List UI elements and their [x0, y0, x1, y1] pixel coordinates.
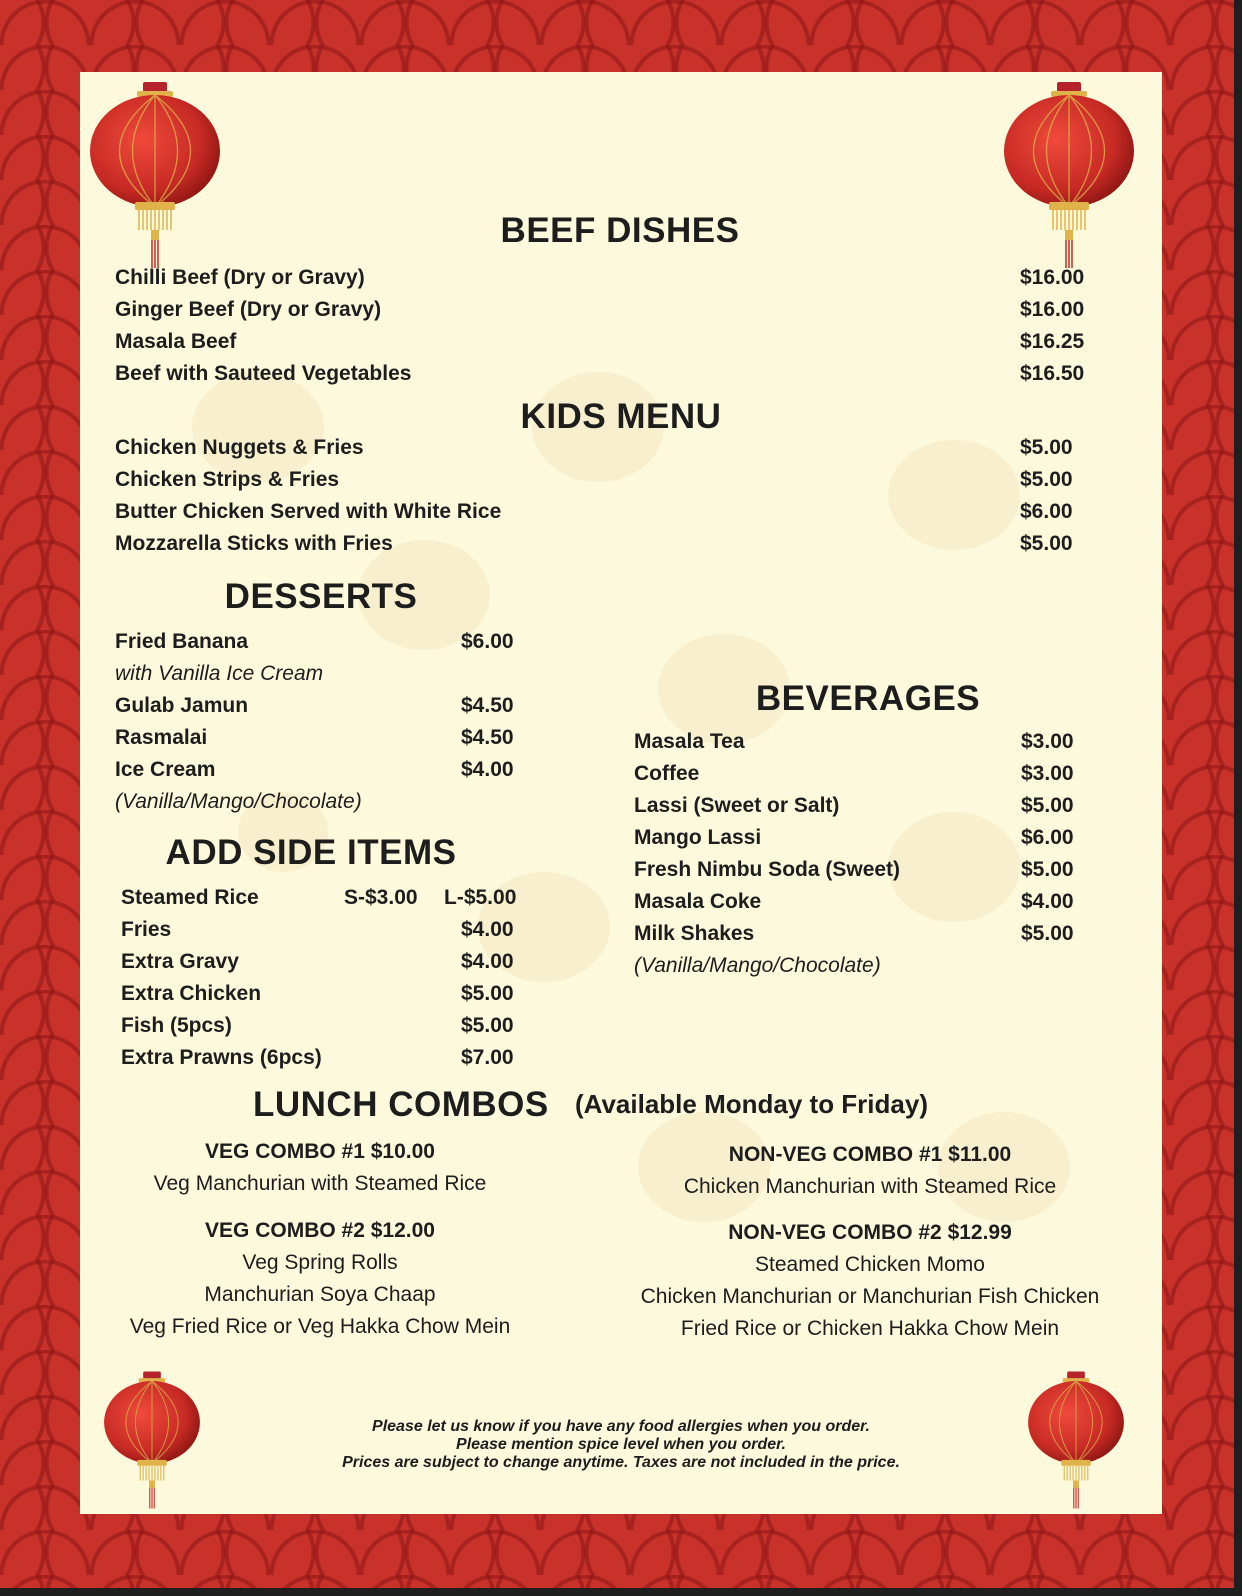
menu-item-price: $4.00 [461, 918, 514, 941]
combo-title: NON-VEG COMBO #2 $12.99 [728, 1221, 1012, 1244]
menu-item-price: $5.00 [1020, 436, 1073, 459]
section-title-lunch: LUNCH COMBOS [253, 1085, 549, 1124]
menu-item-name: Ice Cream [115, 758, 216, 781]
menu-item-price-small: S-$3.00 [344, 886, 418, 909]
menu-item-name: Lassi (Sweet or Salt) [634, 794, 840, 817]
ghost-lantern-decoration [638, 1112, 770, 1222]
combo-title: VEG COMBO #2 $12.00 [205, 1219, 435, 1242]
menu-item-price: $7.00 [461, 1046, 514, 1069]
menu-item-name: Masala Coke [634, 890, 762, 913]
section-title-beef: BEEF DISHES [500, 211, 740, 250]
menu-item-price: $4.50 [461, 726, 514, 749]
lantern-icon [1026, 1370, 1126, 1510]
combo-line: Chicken Manchurian with Steamed Rice [683, 1175, 1057, 1198]
menu-item-price: L-$5.00 [444, 886, 517, 909]
menu-item-name: Gulab Jamun [115, 694, 249, 717]
menu-item-price: $6.00 [1021, 826, 1074, 849]
menu-item-name: Steamed Rice [121, 886, 259, 909]
menu-item-price: $4.00 [1021, 890, 1074, 913]
menu-item-name: Fresh Nimbu Soda (Sweet) [634, 858, 901, 881]
combo-title: NON-VEG COMBO #1 $11.00 [728, 1143, 1012, 1166]
ghost-lantern-decoration [888, 812, 1020, 922]
menu-item-name: Masala Beef [115, 330, 237, 353]
menu-item-price: $16.25 [1020, 330, 1085, 353]
lantern-icon [88, 80, 222, 270]
section-title-sides: ADD SIDE ITEMS [165, 833, 457, 872]
menu-item-name: Extra Chicken [121, 982, 262, 1005]
menu-item-name: Mozzarella Sticks with Fries [115, 532, 393, 555]
menu-item-price: $5.00 [461, 1014, 514, 1037]
menu-item-name: Butter Chicken Served with White Rice [115, 500, 502, 523]
menu-item-price: $5.00 [1020, 532, 1073, 555]
footer-note: Prices are subject to change anytime. Taxes are not included in the price. [342, 1454, 900, 1471]
menu-item-name: Mango Lassi [634, 826, 762, 849]
menu-item-name: Chicken Strips & Fries [115, 468, 340, 491]
menu-item-name: Fries [121, 918, 172, 941]
lantern-icon [1002, 80, 1136, 270]
menu-item-price: $4.00 [461, 758, 514, 781]
combo-line: Veg Fried Rice or Veg Hakka Chow Mein [129, 1315, 511, 1338]
menu-item-name: Fish (5pcs) [121, 1014, 232, 1037]
ghost-lantern-decoration [938, 1112, 1070, 1222]
combo-line: Veg Spring Rolls [242, 1251, 398, 1274]
footer-note: Please mention spice level when you order. [456, 1436, 786, 1453]
menu-item-price: $16.00 [1020, 266, 1085, 289]
ghost-lantern-decoration [192, 372, 324, 482]
menu-item-name: Rasmalai [115, 726, 208, 749]
section-title-kids: KIDS MENU [520, 397, 722, 436]
menu-item-note: (Vanilla/Mango/Chocolate) [634, 954, 881, 977]
menu-item-price: $5.00 [1021, 794, 1074, 817]
menu-item-name: Extra Prawns (6pcs) [121, 1046, 322, 1069]
lantern-icon [102, 1370, 202, 1510]
combo-line: Veg Manchurian with Steamed Rice [153, 1172, 487, 1195]
section-subtitle-lunch: (Available Monday to Friday) [575, 1089, 928, 1119]
menu-item-price: $16.50 [1020, 362, 1085, 385]
section-title-beverages: BEVERAGES [755, 679, 981, 718]
menu-item-price: $6.00 [461, 630, 514, 653]
menu-item-price: $3.00 [1021, 730, 1074, 753]
combo-line: Chicken Manchurian or Manchurian Fish Chicken [640, 1285, 1100, 1308]
menu-item-name: Masala Tea [634, 730, 745, 753]
footer-note: Please let us know if you have any food allergies when you order. [372, 1418, 870, 1435]
combo-line: Manchurian Soya Chaap [204, 1283, 436, 1306]
menu-item-name: Fried Banana [115, 630, 249, 653]
menu-item-price: $5.00 [1021, 858, 1074, 881]
ghost-lantern-decoration [888, 440, 1020, 550]
combo-line: Steamed Chicken Momo [755, 1253, 985, 1276]
menu-item-price: $5.00 [461, 982, 514, 1005]
menu-page [80, 72, 1162, 1514]
menu-item-price: $5.00 [1021, 922, 1074, 945]
menu-item-name: Coffee [634, 762, 700, 785]
menu-item-price: $4.50 [461, 694, 514, 717]
menu-item-name: Chilli Beef (Dry or Gravy) [115, 266, 365, 289]
menu-item-name: Beef with Sauteed Vegetables [115, 362, 412, 385]
menu-item-name: Chicken Nuggets & Fries [115, 436, 364, 459]
menu-item-price: $6.00 [1020, 500, 1073, 523]
section-title-desserts: DESSERTS [224, 577, 418, 616]
menu-item-name: Extra Gravy [121, 950, 239, 973]
combo-title: VEG COMBO #1 $10.00 [205, 1140, 435, 1163]
menu-item-price: $4.00 [461, 950, 514, 973]
menu-item-note: (Vanilla/Mango/Chocolate) [115, 790, 362, 813]
menu-item-price: $16.00 [1020, 298, 1085, 321]
menu-item-price: $3.00 [1021, 762, 1074, 785]
combo-line: Fried Rice or Chicken Hakka Chow Mein [680, 1317, 1060, 1340]
menu-item-price: $5.00 [1020, 468, 1073, 491]
menu-item-note: with Vanilla Ice Cream [115, 662, 324, 685]
menu-item-name: Ginger Beef (Dry or Gravy) [115, 298, 382, 321]
menu-item-name: Milk Shakes [634, 922, 755, 945]
